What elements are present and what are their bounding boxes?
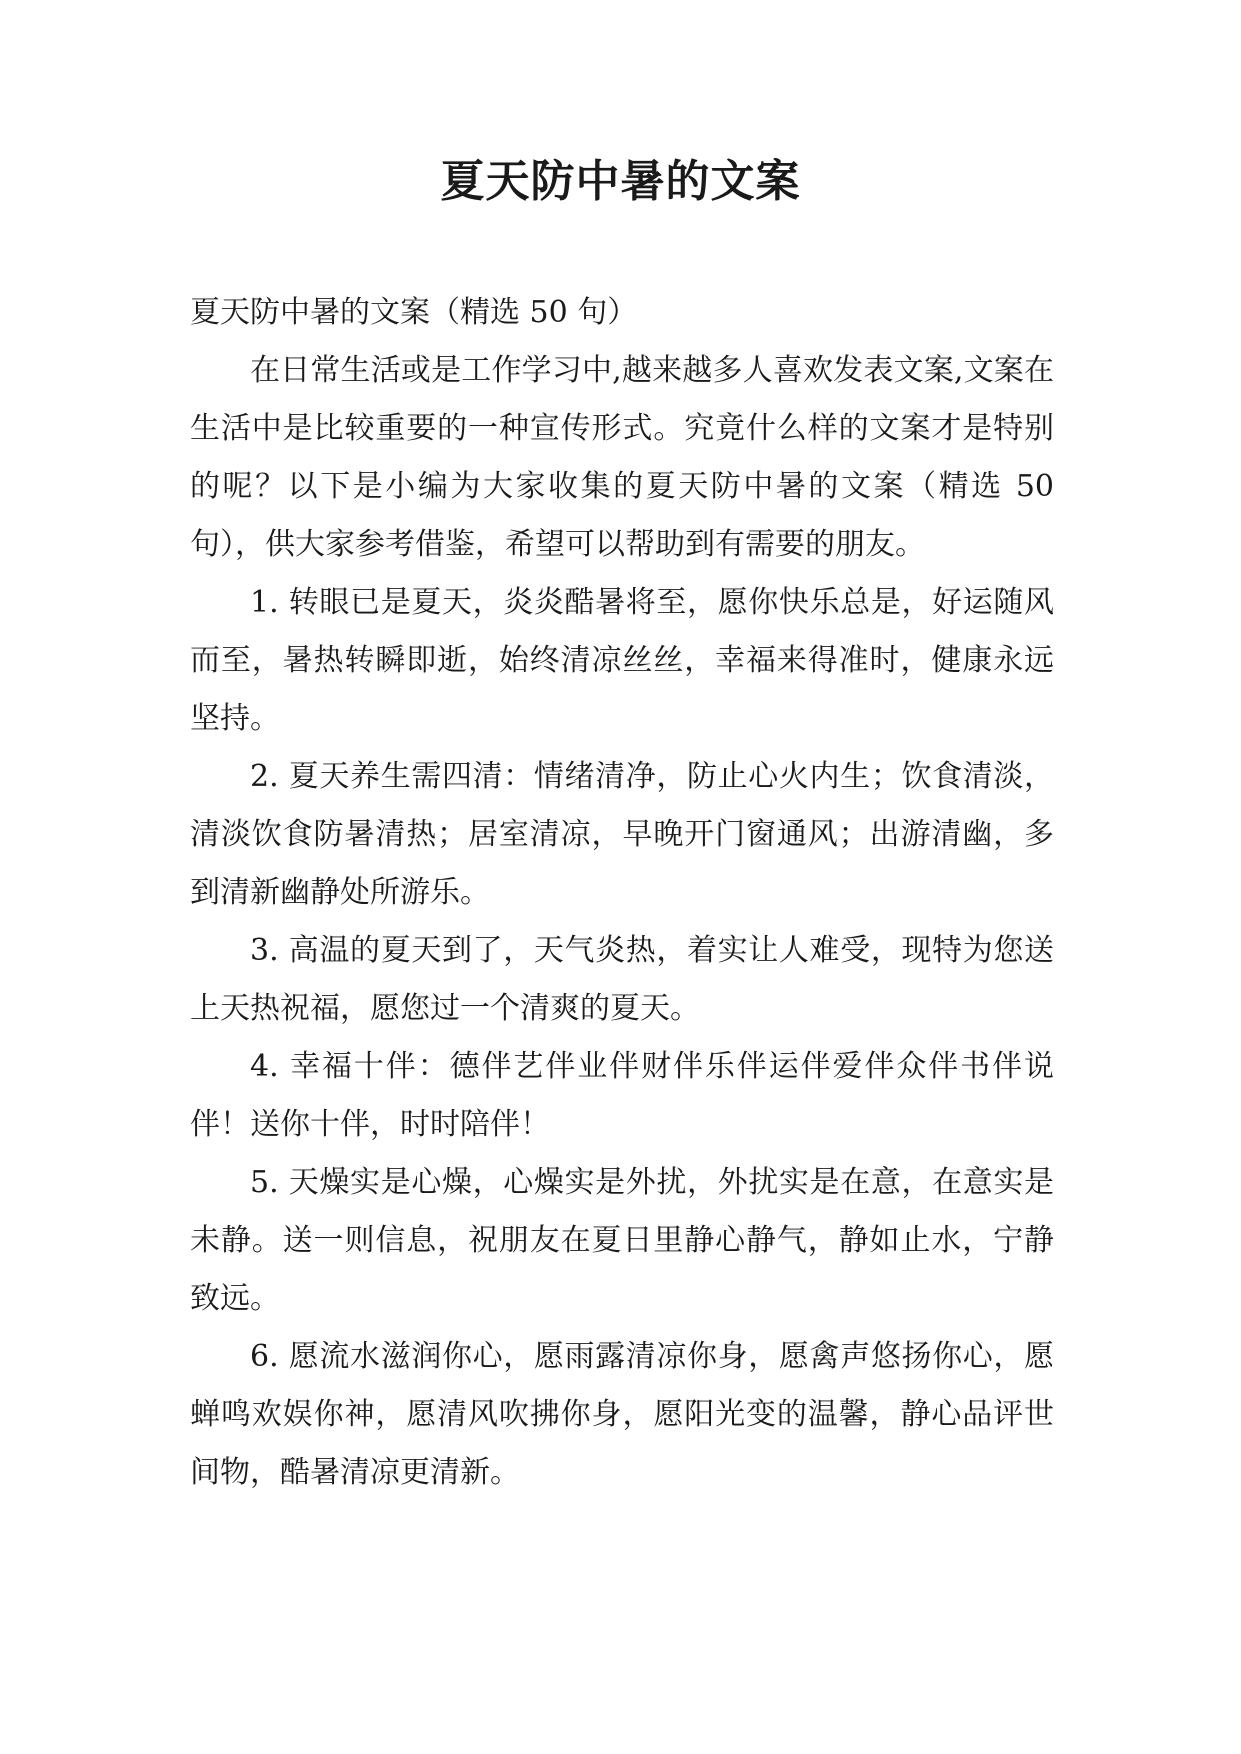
- document-subtitle: 夏天防中暑的文案（精选 50 句）: [190, 295, 638, 330]
- quote-item-1: 1. 转眼已是夏天，炎炎酷暑将至，愿你快乐总是，好运随风而至，暑热转瞬即逝，始终清凉丝丝，幸福来得准时，健康永远坚持。: [190, 585, 1054, 736]
- quote-item-5: 5. 天燥实是心燥，心燥实是外扰，外扰实是在意，在意实是未静。送一则信息，祝朋友在夏日里静心静气，静如止水，宁静致远。: [190, 1165, 1054, 1316]
- quote-item-3: 3. 高温的夏天到了，天气炎热，着实让人难受，现特为您送上天热祝福，愿您过一个清爽的夏天。: [190, 933, 1054, 1026]
- document-title: 夏天防中暑的文案: [440, 156, 801, 207]
- intro-paragraph: 在日常生活或是工作学习中,越来越多人喜欢发表文案,文案在生活中是比较重要的一种宣传形式。究竟什么样的文案才是特别的呢？以下是小编为大家收集的夏天防中暑的文案（精选 50 句），供大家参考借鉴，希望可以帮助到有需要的朋友。: [190, 353, 1054, 562]
- quote-item-6: 6. 愿流水滋润你心，愿雨露清凉你身，愿禽声悠扬你心，愿蝉鸣欢娱你神，愿清风吹拂你身，愿阳光变的温馨，静心品评世间物，酷暑清凉更清新。: [190, 1339, 1054, 1490]
- quote-item-4: 4. 幸福十伴：德伴艺伴业伴财伴乐伴运伴爱伴众伴书伴说伴！送你十伴，时时陪伴！: [190, 1049, 1054, 1142]
- quote-item-2: 2. 夏天养生需四清：情绪清净，防止心火内生；饮食清淡，清淡饮食防暑清热；居室清凉，早晚开门窗通风；出游清幽，多到清新幽静处所游乐。: [190, 759, 1054, 910]
- document-body: [190, 284, 1054, 1502]
